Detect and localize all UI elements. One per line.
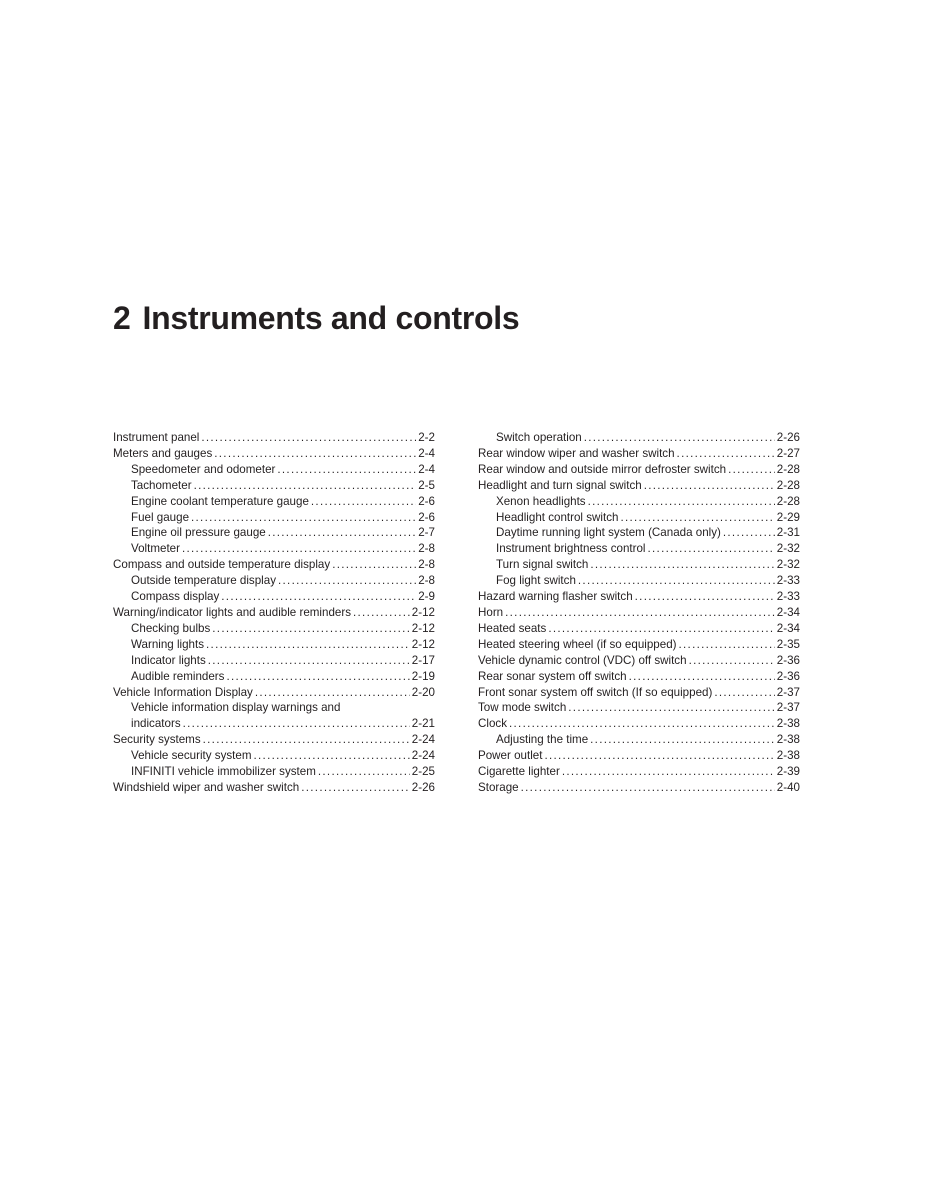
toc-entry-page: 2-40 <box>776 780 800 794</box>
dot-leader <box>578 573 775 589</box>
toc-entry-label: Hazard warning flasher switch <box>478 590 633 604</box>
toc-entry-page: 2-32 <box>776 558 800 572</box>
dot-leader <box>689 653 775 669</box>
toc-entry-page: 2-33 <box>776 590 800 604</box>
toc-entry-page: 2-20 <box>411 685 435 699</box>
dot-leader <box>505 605 775 621</box>
dot-leader <box>268 525 417 541</box>
toc-entry-page: 2-28 <box>776 462 800 476</box>
toc-entry-label: Headlight and turn signal switch <box>478 478 642 492</box>
toc-entry-label: Security systems <box>113 733 201 747</box>
toc-entry-page: 2-9 <box>418 590 435 604</box>
toc-entry-label: Fog light switch <box>496 574 576 588</box>
toc-entry[interactable] <box>113 510 435 526</box>
toc-entry-page: 2-34 <box>776 621 800 635</box>
toc-entry-page: 2-38 <box>776 749 800 763</box>
toc-entry[interactable] <box>478 605 800 621</box>
toc-entry-page: 2-21 <box>411 717 435 731</box>
toc-entry-label: Rear window wiper and washer switch <box>478 446 675 460</box>
toc-entry-page: 2-8 <box>418 574 435 588</box>
toc-entry-page: 2-37 <box>776 685 800 699</box>
toc-entry[interactable] <box>113 430 435 446</box>
toc-entry[interactable] <box>113 780 435 796</box>
toc-entry[interactable] <box>113 494 435 510</box>
toc-entry[interactable] <box>478 557 800 573</box>
toc-entry[interactable] <box>113 685 435 701</box>
dot-leader <box>620 510 774 526</box>
toc-entry[interactable] <box>113 446 435 462</box>
toc-entry[interactable] <box>478 637 800 653</box>
dot-leader <box>509 716 775 732</box>
toc-entry[interactable] <box>478 685 800 701</box>
toc-entry-page: 2-7 <box>418 526 435 540</box>
dot-leader <box>191 510 416 526</box>
toc-entry-page: 2-4 <box>418 462 435 476</box>
dot-leader <box>644 478 775 494</box>
toc-entry-label: Vehicle security system <box>131 749 252 763</box>
toc-entry-label: Instrument brightness control <box>496 542 646 556</box>
toc-entry-label: Xenon headlights <box>496 494 586 508</box>
toc-entry-label: Rear window and outside mirror defroster switch <box>478 462 727 476</box>
toc-entry-label: Heated seats <box>478 621 547 635</box>
toc-entry-page: 2-19 <box>411 669 435 683</box>
dot-leader <box>332 557 416 573</box>
toc-entry-label: Turn signal switch <box>496 558 589 572</box>
dot-leader <box>318 764 410 780</box>
toc-entry[interactable] <box>478 732 800 748</box>
toc-entry[interactable] <box>113 525 435 541</box>
toc-entry-page: 2-36 <box>776 653 800 667</box>
toc-entry[interactable] <box>113 541 435 557</box>
toc-entry-page: 2-5 <box>418 478 435 492</box>
toc-entry-label: Rear sonar system off switch <box>478 669 627 683</box>
dot-leader <box>208 653 410 669</box>
dot-leader <box>728 462 775 478</box>
toc-entry-page: 2-6 <box>418 510 435 524</box>
toc-entry-page: 2-29 <box>776 510 800 524</box>
toc-entry[interactable] <box>113 478 435 494</box>
dot-leader <box>568 700 775 716</box>
toc-entry-label: Horn <box>478 605 504 619</box>
dot-leader <box>714 685 774 701</box>
toc-entry[interactable] <box>478 700 800 716</box>
dot-leader <box>203 732 410 748</box>
toc-entry-label: Checking bulbs <box>131 621 211 635</box>
toc-entry-page: 2-2 <box>418 431 435 444</box>
toc-entry-label: Switch operation <box>496 431 582 444</box>
chapter-number: 2 <box>113 300 131 336</box>
toc-entry-label-continued: indicators <box>131 717 181 731</box>
toc-entry-label: Voltmeter <box>131 542 180 556</box>
toc-entry[interactable] <box>478 494 800 510</box>
toc-entry-label: Compass and outside temperature display <box>113 558 331 572</box>
dot-leader <box>226 669 409 685</box>
toc-entry-page: 2-39 <box>776 765 800 779</box>
toc-entry-page: 2-26 <box>411 780 435 794</box>
toc-entry-label: Heated steering wheel (if so equipped) <box>478 637 677 651</box>
toc-entry[interactable] <box>478 430 800 446</box>
toc-entry[interactable] <box>113 605 435 621</box>
toc-entry-label: Fuel gauge <box>131 510 190 524</box>
dot-leader <box>353 605 410 621</box>
toc-entry-page: 2-17 <box>411 653 435 667</box>
toc-entry-label: Tow mode switch <box>478 701 567 715</box>
toc-entry-page: 2-32 <box>776 542 800 556</box>
toc-entry[interactable] <box>478 525 800 541</box>
toc-entry-label: Vehicle Information Display <box>113 685 253 699</box>
dot-leader <box>677 446 775 462</box>
toc-entry-page: 2-8 <box>418 542 435 556</box>
toc-entry-label: Cigarette lighter <box>478 765 560 779</box>
toc-entry-page: 2-33 <box>776 574 800 588</box>
toc-entry-label: Adjusting the time <box>496 733 589 747</box>
dot-leader <box>723 525 775 541</box>
dot-leader <box>648 541 775 557</box>
dot-leader <box>635 589 775 605</box>
toc-entry-label: Audible reminders <box>131 669 225 683</box>
toc-entry-page: 2-36 <box>776 669 800 683</box>
dot-leader <box>544 748 774 764</box>
dot-leader <box>183 716 410 732</box>
dot-leader <box>548 621 774 637</box>
toc-entry[interactable] <box>113 764 435 780</box>
toc-entry-page: 2-24 <box>411 749 435 763</box>
toc-entry-label: Headlight control switch <box>496 510 619 524</box>
dot-leader <box>194 478 417 494</box>
toc-entry[interactable] <box>478 748 800 764</box>
toc-entry-label: Instrument panel <box>113 431 200 444</box>
toc-entry-page: 2-12 <box>411 605 435 619</box>
toc-entry-page: 2-31 <box>776 526 800 540</box>
dot-leader <box>254 748 410 764</box>
toc-entry-label: Vehicle dynamic control (VDC) off switch <box>478 653 687 667</box>
dot-leader <box>212 621 410 637</box>
toc-entry[interactable] <box>478 716 800 732</box>
toc-entry[interactable] <box>478 589 800 605</box>
dot-leader <box>521 780 775 796</box>
toc-entry-label: Storage <box>478 780 519 794</box>
dot-leader <box>311 494 416 510</box>
toc-entry[interactable] <box>113 669 435 685</box>
toc-entry[interactable] <box>478 462 800 478</box>
dot-leader <box>255 685 410 701</box>
toc-entry-label: Indicator lights <box>131 653 206 667</box>
toc-entry-label: INFINITI vehicle immobilizer system <box>131 765 316 779</box>
dot-leader <box>301 780 410 796</box>
toc-entry[interactable] <box>478 510 800 526</box>
toc-entry-label: Warning lights <box>131 637 205 651</box>
toc-entry-label: Speedometer and odometer <box>131 462 276 476</box>
toc-entry-label: Clock <box>478 717 507 731</box>
toc-entry-page: 2-37 <box>776 701 800 715</box>
toc-entry[interactable] <box>478 653 800 669</box>
toc-entry-page: 2-34 <box>776 605 800 619</box>
toc-entry[interactable] <box>478 478 800 494</box>
toc-entry[interactable] <box>113 700 435 732</box>
chapter-title <box>113 298 519 338</box>
toc-entry[interactable] <box>478 764 800 780</box>
dot-leader <box>278 573 416 589</box>
toc-column-right <box>478 430 800 796</box>
dot-leader <box>679 637 775 653</box>
toc-entry-label: Vehicle information display warnings and <box>131 701 341 715</box>
dot-leader <box>590 732 775 748</box>
chapter-title-text: Instruments and controls <box>142 300 520 336</box>
toc-entry-label: Warning/indicator lights and audible reminders <box>113 605 352 619</box>
dot-leader <box>588 494 775 510</box>
toc-entry[interactable] <box>478 621 800 637</box>
toc-entry[interactable] <box>113 653 435 669</box>
toc-entry-label: Daytime running light system (Canada only) <box>496 526 721 540</box>
toc-entry[interactable] <box>113 637 435 653</box>
toc-entry-page: 2-38 <box>776 733 800 747</box>
toc-entry-page: 2-4 <box>418 446 435 460</box>
toc-entry[interactable] <box>113 621 435 637</box>
toc-entry[interactable] <box>113 573 435 589</box>
dot-leader <box>182 541 416 557</box>
toc-entry[interactable] <box>113 462 435 478</box>
toc-entry-page: 2-28 <box>776 494 800 508</box>
toc-entry-label: Meters and gauges <box>113 446 213 460</box>
dot-leader <box>206 637 410 653</box>
toc-entry[interactable] <box>113 557 435 573</box>
dot-leader <box>221 589 416 605</box>
toc-entry[interactable] <box>478 669 800 685</box>
toc-entry[interactable] <box>478 541 800 557</box>
toc-entry-page: 2-35 <box>776 637 800 651</box>
dot-leader <box>201 430 416 446</box>
toc-entry[interactable] <box>113 589 435 605</box>
toc-entry-page: 2-38 <box>776 717 800 731</box>
toc-entry-label: Power outlet <box>478 749 543 763</box>
toc-entry-page: 2-6 <box>418 494 435 508</box>
toc-entry-page: 2-24 <box>411 733 435 747</box>
toc-entry-label: Front sonar system off switch (If so equipped) <box>478 685 713 699</box>
toc-entry-label: Engine coolant temperature gauge <box>131 494 309 508</box>
toc-entry-page: 2-28 <box>776 478 800 492</box>
toc-entry-page: 2-12 <box>411 637 435 651</box>
toc-entry-page: 2-27 <box>776 446 800 460</box>
toc-entry[interactable] <box>113 732 435 748</box>
dot-leader <box>562 764 775 780</box>
toc-entry[interactable] <box>478 573 800 589</box>
dot-leader <box>214 446 416 462</box>
toc-entry-page: 2-26 <box>776 431 800 444</box>
toc-entry-label: Compass display <box>131 590 220 604</box>
toc-entry-label: Engine oil pressure gauge <box>131 526 266 540</box>
toc-entry-page: 2-12 <box>411 621 435 635</box>
dot-leader <box>590 557 774 573</box>
dot-leader <box>584 430 775 446</box>
toc-entry-label: Tachometer <box>131 478 192 492</box>
toc-column-left <box>113 430 435 796</box>
toc-entry[interactable] <box>113 748 435 764</box>
toc-entry[interactable] <box>478 780 800 796</box>
toc-entry[interactable] <box>478 446 800 462</box>
dot-leader <box>629 669 775 685</box>
toc-entry-label: Outside temperature display <box>131 574 276 588</box>
toc-entry-label: Windshield wiper and washer switch <box>113 780 300 794</box>
toc-entry-page: 2-8 <box>418 558 435 572</box>
dot-leader <box>277 462 416 478</box>
toc-entry-page: 2-25 <box>411 765 435 779</box>
